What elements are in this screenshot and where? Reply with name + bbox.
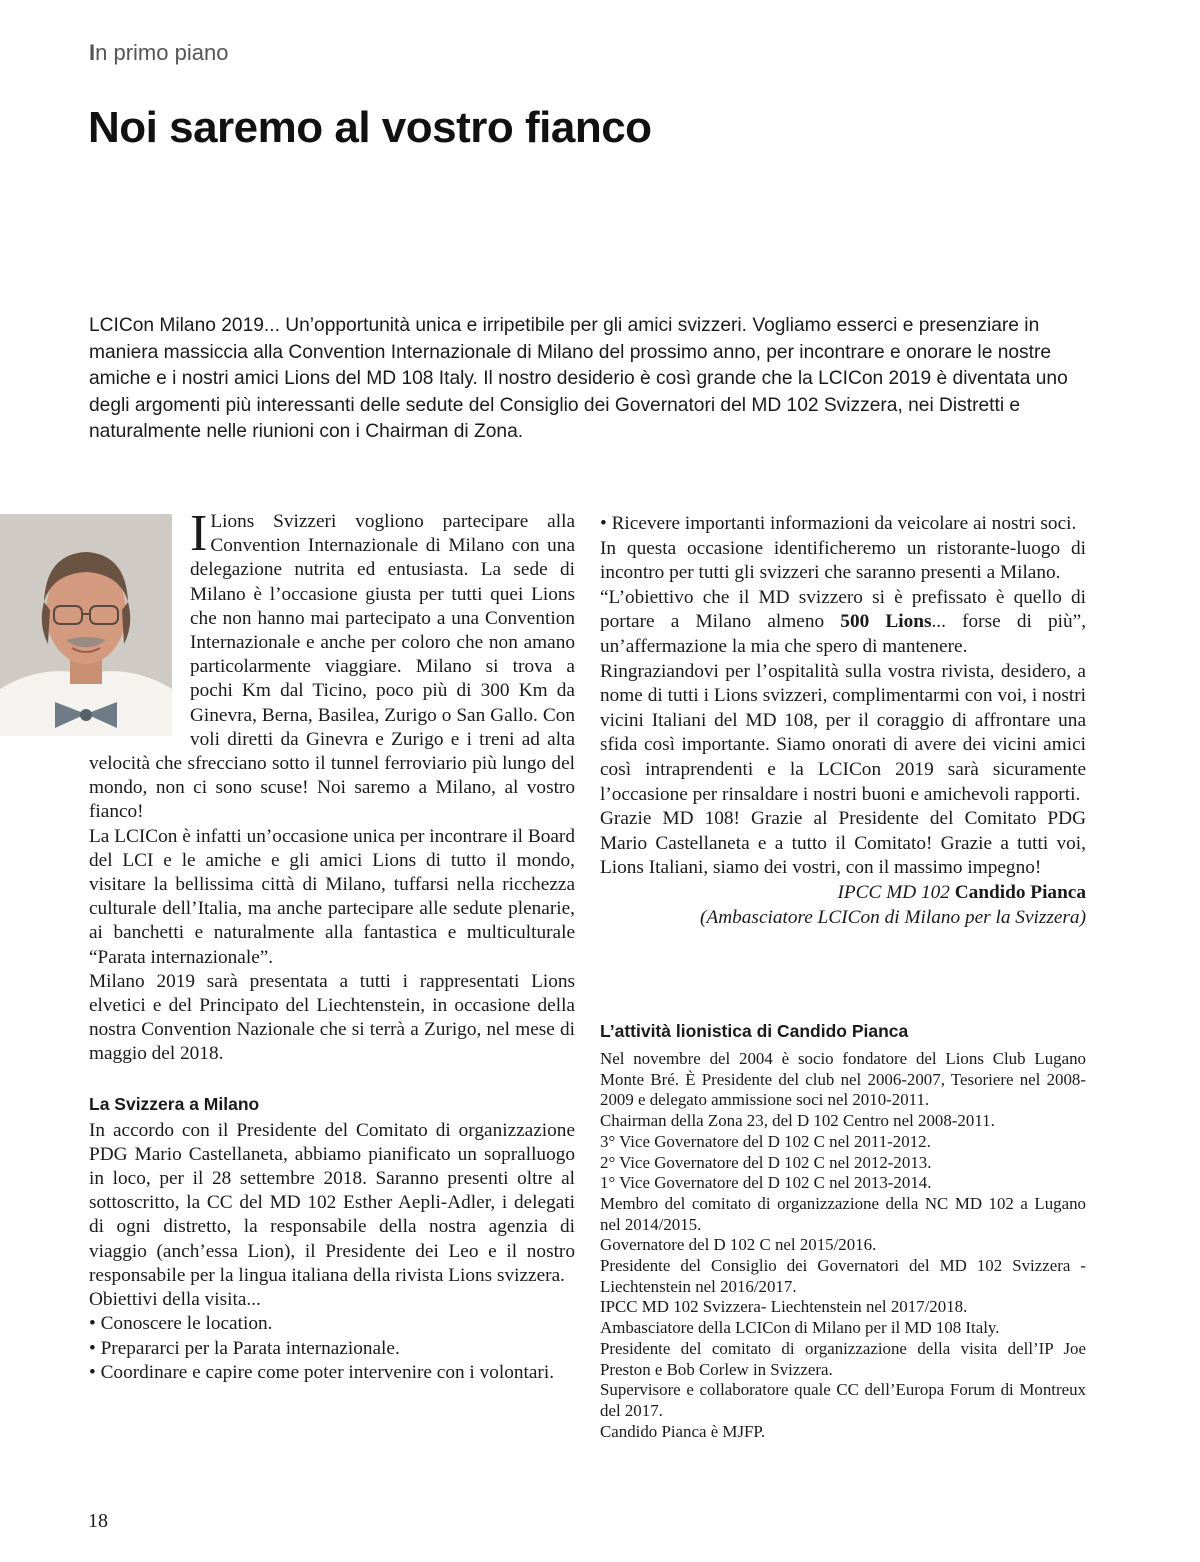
signature [600,881,1086,906]
paragraph-grazie: Grazie MD 108! Grazie al Presidente del Comitato PDG Mario Castellaneta e a tutto il Comitato! Grazie a tutti voi, Lions Italiani, siamo dei vostri, con il massimo impegno! [600,808,1086,879]
bullet-item: • Conoscere le location. [89,1313,273,1335]
left-column [89,505,575,1385]
quote-highlight: 500 Lions [840,611,932,633]
bio-line: Candido Pianca è MJFP. [600,1421,766,1441]
bio-heading: L’attività lionistica di Candido Pianca [600,1021,909,1041]
paragraph-quote [600,586,1086,660]
bullet-item: • Ricevere importanti informazioni da veicolare ai nostri soci. [600,513,1077,534]
bio-line: Presidente del Consiglio dei Governatori del MD 102 Svizzera - Liechtenstein nel 2016/2017. [600,1256,1086,1296]
section-label-rest: n primo piano [95,40,229,65]
headline: Noi saremo al vostro fianco [88,103,652,152]
bio-line: 2° Vice Governatore del D 102 C nel 2012-2013. [600,1152,932,1172]
paragraph-ringraziandovi: Ringraziandovi per l’ospitalità sulla vostra rivista, desidero, a nome di tutti i Lions svizzeri, complimentarmi con voi, i nostri vicini Italiani del MD 108, per il coraggio di affrontare una sfida così importante. Siamo onorati di avere dei vicini amici così intraprendenti e la LCICon 2019 sarà sicuramente l’occasione per rinsaldare i nostri buoni e amichevoli rapporti. [600,660,1086,805]
bio-list [600,1049,1086,1442]
bullet-item: • Prepararci per la Parata internazionale. [89,1337,400,1359]
bio-line: Membro del comitato di organizzazione della NC MD 102 a Lugano nel 2014/2015. [600,1193,1086,1234]
subheading-svizzera-milano: La Svizzera a Milano [89,1093,260,1114]
bio-line: Ambasciatore della LCICon di Milano per il MD 108 Italy. [600,1318,1000,1338]
paragraph-ristorante: In questa occasione identificheremo un ristorante-luogo di incontro per tutti gli svizzeri che saranno presenti a Milano. [600,537,1086,584]
right-column [600,512,1086,930]
bio-line: 3° Vice Governatore del D 102 C nel 2011-2012. [600,1131,931,1151]
quote-text-end: ... forse di più”, un’affermazione la mia che spero di mantenere. [600,611,1087,657]
page-number: 18 [88,1510,108,1532]
objectives-intro: Obiettivi della visita... [89,1289,261,1311]
bio-line: IPCC MD 102 Svizzera- Liechtenstein nel 2017/2018. [600,1297,968,1317]
bio-line: Supervisore e collaboratore quale CC dell’Europa Forum di Montreux del 2017. [600,1380,1086,1420]
bio-line: Chairman della Zona 23, del D 102 Centro nel 2008-2011. [600,1111,995,1131]
bio-line: Presidente del comitato di organizzazione della visita dell’IP Joe Preston e Bob Corlew in Svizzera. [600,1338,1086,1379]
photo-wrap-spacer [89,510,190,752]
intro-paragraph: LCICon Milano 2019... Un’opportunità unica e irripetibile per gli amici svizzeri. Vogliamo esserci e presenziare in maniera massiccia alla Convention Internazionale di Milano del prossimo anno, per incontrare e onorare le nostre amiche e i nostri amici Lions del MD 108 Italy. Il nostro desiderio è così grande che la LCICon 2019 è diventata uno degli argomenti più interessanti delle sedute del Consiglio dei Governatori del MD 102 Svizzera, nei Distretti e naturalmente nelle riunioni con i Chairman di Zona. [89,315,1068,442]
signature-title: IPCC MD 102 [837,881,950,903]
section-label-initial: I [89,40,96,65]
bio-line: 1° Vice Governatore del D 102 C nel 2013-2014. [600,1173,932,1193]
signature-role: (Ambasciatore LCICon di Milano per la Svizzera) [700,906,1086,928]
paragraph-accordo: In accordo con il Presidente del Comitato di organizzazione PDG Mario Castellaneta, abbiamo pianificato un sopralluogo in loco, per il 28 settembre 2018. Saranno presenti oltre al sottoscritto, la CC del MD 102 Esther Aepli-Adler, i delegati di ogni distretto, la responsabile della nostra agenzia di viaggio (anch’essa Lion), il Presidente dei Leo e il nostro responsabile per la lingua italiana della rivista Lions svizzera. [89,1119,575,1286]
bio-line: Nel novembre del 2004 è socio fondatore del Lions Club Lugano Monte Bré. È Presidente del club nel 2006-2007, Tesoriere nel 2008-2009 e delegato ammissione soci nel 2010-2011. [600,1049,1086,1110]
drop-cap: I [190,505,208,562]
lead-paragraph-text: Lions Svizzeri vogliono partecipare alla Convention Internazionale di Milano con una delegazione nutrita ed entusiasta. La sede di Milano è l’occasione giusta per tutti quei Lions che non hanno mai partecipato a una Convention Internazionale e anche per coloro che non amano particolarmente viaggiare. Milano si trova a pochi Km dal Ticino, poco più di 300 Km da Ginevra, Berna, Basilea, Zurigo o San Gallo. Con voli diretti da Ginevra e Zurigo e i treni ad alta velocità che sfrecciano sotto il tunnel ferroviario più lungo del mondo, non ci sono scuse! Noi saremo a Milano, al vostro fianco! [89,511,575,823]
quote-text-start: “L’obiettivo che il MD svizzero si è prefissato è quello di portare a Milano almeno [600,586,1086,633]
paragraph-lcicon: La LCICon è infatti un’occasione unica per incontrare il Board del LCI e le amiche e gli amici Lions di tutto il mondo, visitare la bellissima città di Milano, tuffarsi nella ricchezza culturale dell’Italia, ma anche partecipare alle sedute plenarie, ai banchetti e naturalmente alla fantastica e multiculturale “Parata internazionale”. [89,825,575,968]
paragraph-milano-2019: Milano 2019 sarà presentata a tutti i rappresentati Lions elvetici e del Principato del Liechtenstein, in occasione della nostra Convention Nazionale che si terrà a Zurigo, nel mese di maggio del 2018. [89,970,575,1065]
bullet-item: • Coordinare e capire come poter intervenire con i volontari. [89,1361,555,1383]
section-label [89,40,228,66]
bio-line: Governatore del D 102 C nel 2015/2016. [600,1235,877,1255]
signature-name: Candido Pianca [954,881,1086,903]
